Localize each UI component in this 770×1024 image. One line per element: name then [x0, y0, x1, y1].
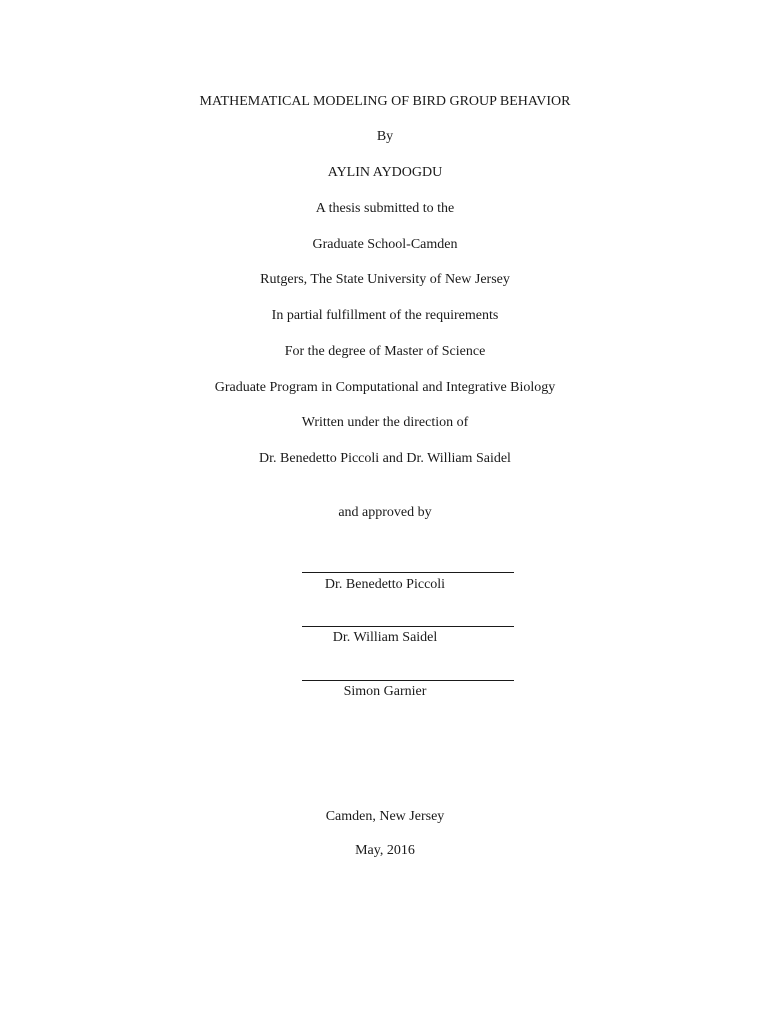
submitted-to-text: A thesis submitted to the: [315, 201, 455, 216]
fulfillment-text: In partial fulfillment of the requirements: [271, 308, 499, 323]
program-name: Graduate Program in Computational and Integrative Biology: [214, 380, 556, 395]
signatory-2: Dr. William Saidel: [332, 630, 438, 645]
degree-text: For the degree of Master of Science: [284, 344, 486, 359]
signatory-1: Dr. Benedetto Piccoli: [324, 577, 446, 592]
approved-by-text: and approved by: [338, 505, 432, 520]
signatory-3: Simon Garnier: [343, 684, 427, 699]
thesis-title: MATHEMATICAL MODELING OF BIRD GROUP BEHAVIOR: [199, 94, 571, 109]
university-name: Rutgers, The State University of New Jersey: [260, 272, 510, 287]
advisors-names: Dr. Benedetto Piccoli and Dr. William Saidel: [259, 451, 511, 466]
signature-line-2: [302, 626, 514, 627]
signature-line-1: [302, 572, 514, 573]
by-label: By: [376, 129, 394, 144]
location-text: Camden, New Jersey: [325, 809, 445, 824]
author-name: AYLIN AYDOGDU: [327, 165, 443, 180]
direction-text: Written under the direction of: [301, 415, 469, 430]
date-text: May, 2016: [355, 843, 415, 858]
signature-line-3: [302, 680, 514, 681]
school-name: Graduate School-Camden: [312, 237, 458, 252]
